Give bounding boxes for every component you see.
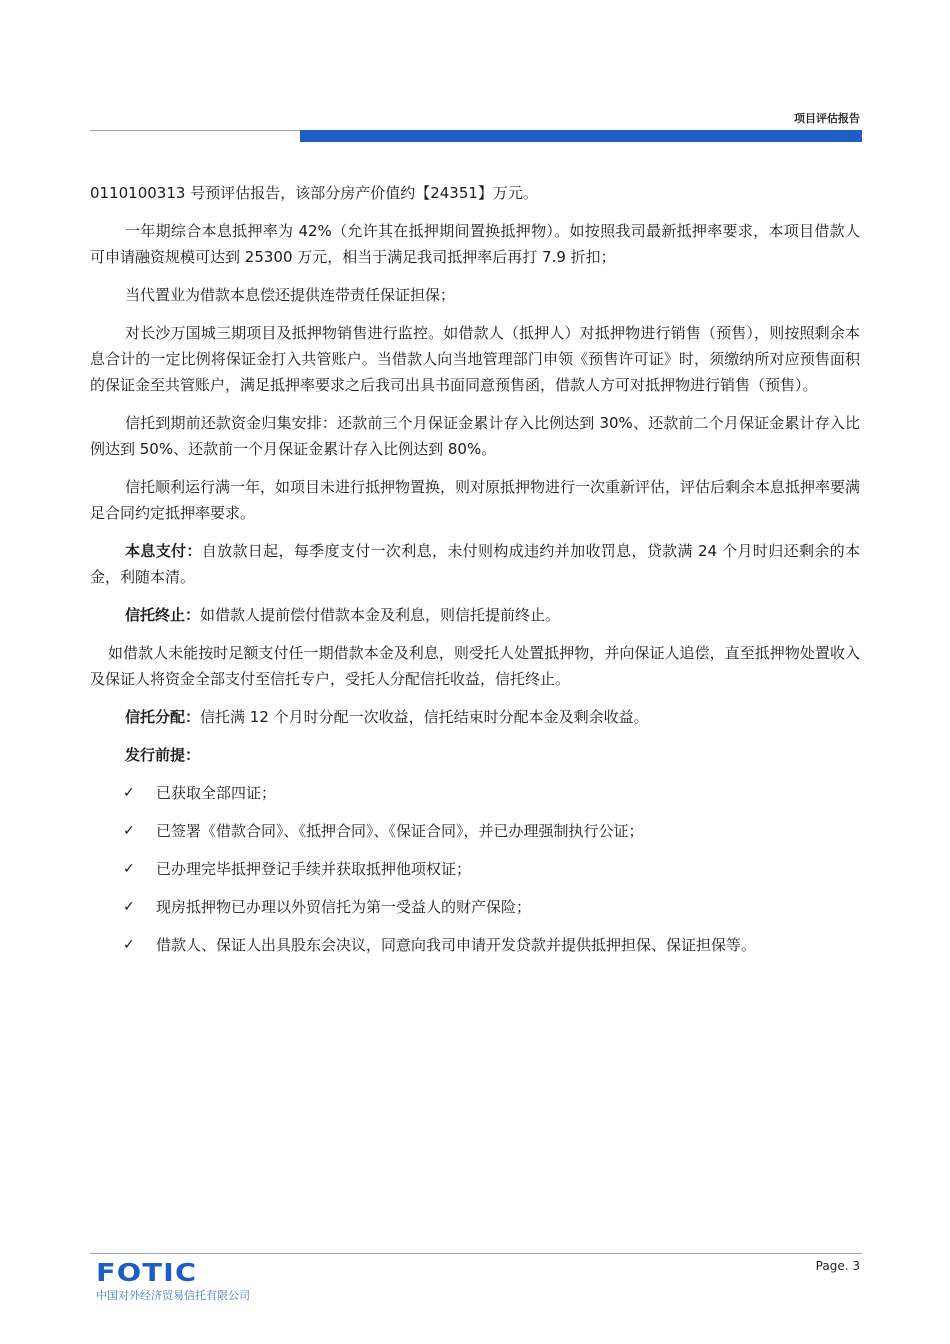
paragraph-repayment-collection: 信托到期前还款资金归集安排：还款前三个月保证金累计存入比例达到 30%、还款前二个月保证金累计存入比例达到 50%、还款前一个月保证金累计存入比例达到 80%。 bbox=[90, 414, 860, 458]
checklist-item bbox=[123, 894, 860, 920]
header-divider-bar bbox=[300, 130, 862, 142]
checkmark-icon: ✓ bbox=[123, 899, 135, 915]
checklist-item bbox=[123, 856, 860, 882]
interest-payment-label: 本息支付： bbox=[125, 542, 202, 560]
checklist-item bbox=[123, 780, 860, 806]
checklist-item-text: 已签署《借款合同》、《抵押合同》、《保证合同》，并已办理强制执行公证； bbox=[156, 822, 644, 840]
issuance-prerequisites-label: 发行前提： bbox=[125, 746, 201, 764]
paragraph-trust-distribution bbox=[90, 704, 860, 730]
trust-termination-text: 如借款人提前偿付借款本金及利息，则信托提前终止。 bbox=[200, 606, 561, 624]
page-number: Page. 3 bbox=[815, 1259, 860, 1273]
checkmark-icon: ✓ bbox=[123, 937, 135, 953]
prerequisites-checklist bbox=[123, 780, 860, 958]
paragraph-mortgage-rate: 一年期综合本息抵押率为 42%（允许其在抵押期间置换抵押物）。如按照我司最新抵押率要求，本项目借款人可申请融资规模可达到 25300 万元，相当于满足我司抵押率后再打 7.9 折扣； bbox=[90, 222, 860, 266]
checklist-item-text: 已办理完毕抵押登记手续并获取抵押他项权证； bbox=[156, 860, 472, 878]
checkmark-icon: ✓ bbox=[123, 785, 135, 801]
checklist-item-text: 现房抵押物已办理以外贸信托为第一受益人的财产保险； bbox=[156, 898, 532, 916]
interest-payment-text: 自放款日起，每季度支付一次利息，未付则构成违约并加收罚息，贷款满 24 个月时归还剩余的本金，利随本清。 bbox=[90, 542, 860, 586]
checklist-item-text: 借款人、保证人出具股东会决议，同意向我司申请开发贷款并提供抵押担保、保证担保等。 bbox=[156, 936, 757, 954]
paragraph-issuance-prerequisites bbox=[90, 742, 860, 768]
checklist-item bbox=[123, 932, 860, 958]
paragraph-revaluation: 信托顺利运行满一年，如项目未进行抵押物置换，则对原抵押物进行一次重新评估，评估后剩余本息抵押率要满足合同约定抵押率要求。 bbox=[90, 478, 861, 522]
checklist-item bbox=[123, 818, 860, 844]
header-divider-thin bbox=[90, 130, 300, 131]
trust-distribution-text: 信托满 12 个月时分配一次收益，信托结束时分配本金及剩余收益。 bbox=[200, 708, 649, 726]
trust-distribution-label: 信托分配： bbox=[125, 708, 201, 726]
paragraph-trust-termination bbox=[90, 602, 860, 628]
paragraph-sales-monitoring: 对长沙万国城三期项目及抵押物销售进行监控。如借款人（抵押人）对抵押物进行销售（预售），则按照剩余本息合计的一定比例将保证金打入共管账户。当借款人向当地管理部门申领《预售许可证》时，须缴纳所对应预售面积的保证金至共管账户，满足抵押率要求之后我司出具书面同意预售函，借款人方可对抵押物进行销售（预售）。 bbox=[90, 324, 860, 394]
company-name: 中国对外经济贸易信托有限公司 bbox=[96, 1289, 250, 1302]
checklist-item-text: 已获取全部四证； bbox=[156, 784, 277, 802]
checkmark-icon: ✓ bbox=[123, 861, 135, 877]
paragraph-default-handling: 如借款人未能按时足额支付任一期借款本金及利息，则受托人处置抵押物，并向保证人追偿，直至抵押物处置收入及保证人将资金全部支付至信托专户，受托人分配信托收益，信托终止。 bbox=[90, 644, 860, 688]
checkmark-icon: ✓ bbox=[123, 823, 135, 839]
trust-termination-label: 信托终止： bbox=[125, 606, 201, 624]
fotic-logo: FOTIC bbox=[96, 1258, 198, 1287]
footer-divider bbox=[90, 1253, 862, 1254]
report-header-title: 项目评估报告 bbox=[794, 112, 860, 125]
paragraph-guarantee: 当代置业为借款本息偿还提供连带责任保证担保； bbox=[125, 286, 456, 304]
document-body bbox=[90, 180, 860, 970]
paragraph-interest-payment bbox=[90, 538, 860, 590]
paragraph-valuation: 0110100313 号预评估报告，该部分房产价值约【24351】万元。 bbox=[90, 184, 538, 202]
